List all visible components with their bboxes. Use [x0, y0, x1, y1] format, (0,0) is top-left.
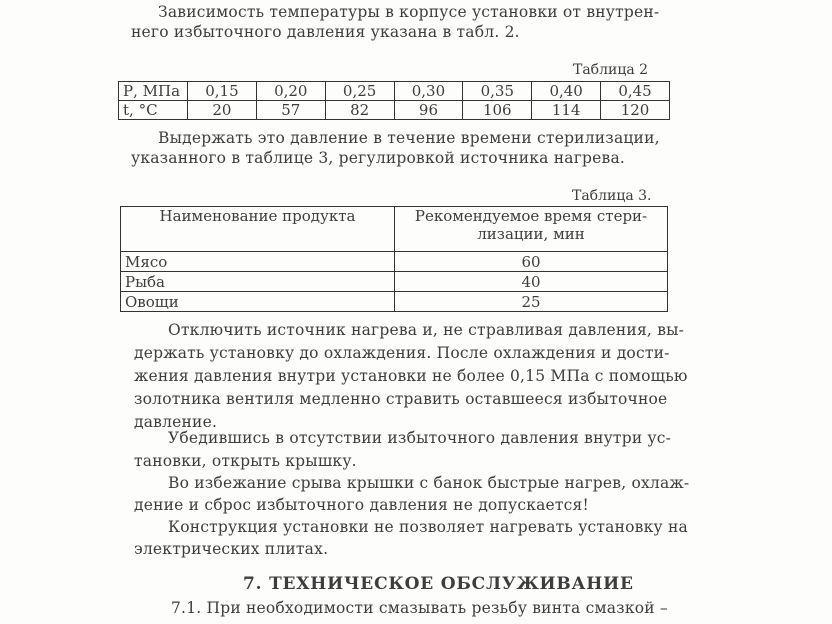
intro-line-1: Зависимость температуры в корпусе установки от внутрен-	[158, 3, 660, 21]
table-row-pressure	[119, 82, 670, 101]
paragraph-line-4: золотника вентиля медленно стравить оставшееся избыточное	[134, 390, 668, 408]
table-cell: 57	[256, 101, 325, 120]
table-cell: 20	[188, 101, 257, 120]
table-cell: 0,30	[394, 82, 463, 101]
table-header-row	[121, 207, 668, 252]
paragraph-line-7: тановки, открыть крышку.	[134, 452, 357, 470]
paragraph-line-10: Конструкция установки не позволяет нагревать установку на	[168, 518, 688, 536]
table-row	[121, 252, 668, 272]
paragraph-line-3: жения давления внутри установки не более 0,15 МПа с помощью	[134, 367, 688, 385]
table-cell: 0,45	[601, 82, 670, 101]
table-row	[121, 272, 668, 292]
table-row-temperature	[119, 101, 670, 120]
table3-caption: Таблица 3.	[572, 188, 652, 204]
table-cell: 0,15	[188, 82, 257, 101]
section-title: 7. ТЕХНИЧЕСКОЕ ОБСЛУЖИВАНИЕ	[243, 574, 634, 594]
table2-caption: Таблица 2	[573, 62, 649, 78]
paragraph-line-6: Убедившись в отсутствии избыточного давления внутри ус-	[168, 429, 672, 447]
table-cell: 114	[532, 101, 601, 120]
column-header-time-line2: лизации, мин	[477, 225, 585, 243]
after-table2-line-2: указанного в таблице 3, регулировкой источника нагрева.	[131, 149, 626, 167]
table-row	[121, 292, 668, 312]
table-cell: 0,35	[463, 82, 532, 101]
column-header-product: Наименование продукта	[121, 207, 395, 252]
time-cell: 60	[395, 252, 668, 272]
table-cell: Р, МПа	[119, 82, 188, 101]
product-cell: Овощи	[121, 292, 395, 312]
paragraph-line-2: держать установку до охлаждения. После охлаждения и дости-	[134, 344, 670, 362]
table-cell: 120	[601, 101, 670, 120]
table-sterilization-time	[120, 206, 668, 312]
paragraph-line-5: давление.	[134, 413, 218, 431]
table-cell: 96	[394, 101, 463, 120]
section-item-7-1: 7.1. При необходимости смазывать резьбу винта смазкой –	[171, 599, 668, 617]
paragraph-line-11: электрических плитах.	[134, 540, 329, 558]
paragraph-line-8: Во избежание срыва крышки с банок быстрые нагрев, охлаж-	[168, 474, 690, 492]
paragraph-line-9: дение и сброс избыточного давления не допускается!	[134, 496, 589, 514]
intro-line-2: него избыточного давления указана в табл. 2.	[131, 23, 520, 41]
time-cell: 40	[395, 272, 668, 292]
time-cell: 25	[395, 292, 668, 312]
table-cell: 0,25	[325, 82, 394, 101]
after-table2-line-1: Выдержать это давление в течение времени стерилизации,	[158, 129, 660, 147]
table-cell: 106	[463, 101, 532, 120]
paragraph-line-1: Отключить источник нагрева и, не стравливая давления, вы-	[168, 321, 685, 339]
column-header-time-line1: Рекомендуемое время стери-	[414, 207, 648, 225]
product-cell: Рыба	[121, 272, 395, 292]
table-cell: 0,20	[256, 82, 325, 101]
column-header-time	[395, 207, 668, 252]
table-cell: t, °C	[119, 101, 188, 120]
table-cell: 82	[325, 101, 394, 120]
table-pressure-temperature	[118, 81, 670, 120]
table-cell: 0,40	[532, 82, 601, 101]
product-cell: Мясо	[121, 252, 395, 272]
